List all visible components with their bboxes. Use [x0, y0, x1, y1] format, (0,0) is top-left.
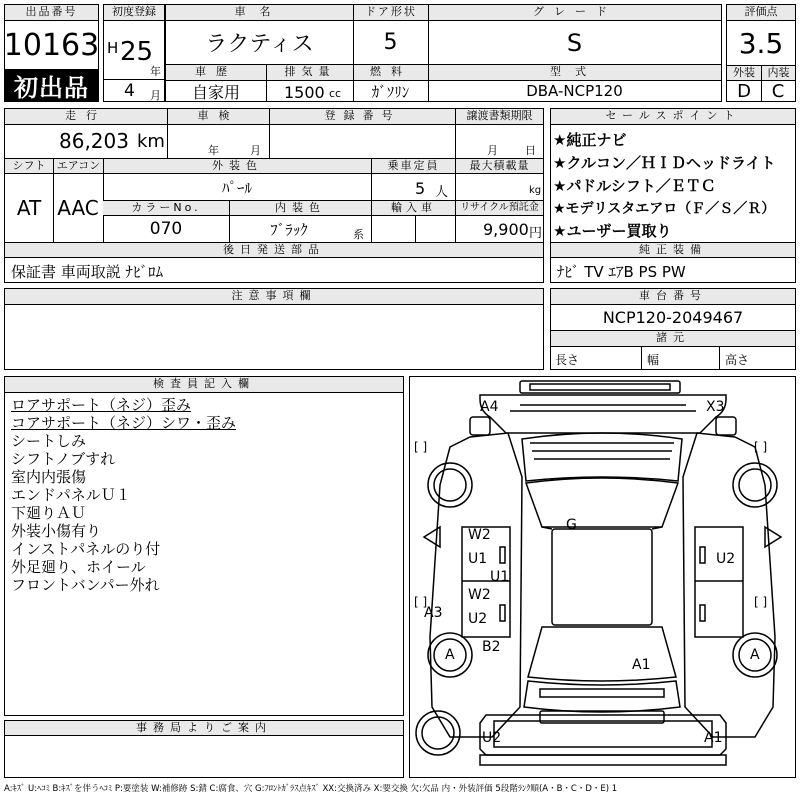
height-label: 高さ [725, 353, 750, 367]
length-label: 長さ [555, 353, 580, 367]
equipment-label: 純正装備 [551, 243, 795, 258]
displacement-value: 1500 [284, 83, 325, 102]
later-parts-value: 保証書 車両取説 ﾅﾋﾞﾛﾑ [11, 263, 164, 281]
grade-value: S [566, 28, 583, 57]
later-parts-label: 後日発送部品 [5, 243, 543, 258]
bracket-left-bottom: [ ] [414, 595, 428, 609]
inspector-note: コアサポート（ネジ）シワ・歪み [11, 414, 237, 432]
transfer-month-unit: 月 [487, 144, 498, 157]
grade-label: グレード [428, 5, 721, 21]
recycle-label: リサイクル預託金 [455, 201, 543, 216]
doors-label: ドア形状 [353, 5, 428, 21]
era: H [107, 39, 119, 57]
inspector-notes [11, 396, 236, 594]
displacement-label: 排気量 [266, 65, 353, 81]
interior-score: C [771, 80, 785, 102]
dims-label: 諸元 [551, 331, 795, 347]
history-value: 自家用 [191, 82, 240, 102]
int-color-unit: 系 [353, 228, 364, 241]
fuel-value: ｶﾞｿﾘﾝ [371, 82, 410, 101]
mileage-label: 走行 [5, 109, 167, 125]
caution-box [4, 288, 544, 370]
displacement-unit: cc [329, 87, 342, 100]
reg-no-label: 登録番号 [269, 109, 455, 125]
transfer-label: 譲渡書類期限 [455, 109, 543, 125]
office-label: 事務局よりご案内 [5, 721, 403, 736]
year-unit: 年 [150, 65, 161, 78]
inspector-note: シートしみ [11, 432, 87, 450]
damage-mark-u1-middle: U1 [490, 569, 510, 585]
damage-mark-a1-hatch: A1 [632, 657, 651, 673]
ac-label: エアコン [53, 159, 103, 174]
import-label: 輸入車 [371, 201, 455, 216]
damage-mark-u2-right: U2 [716, 551, 736, 567]
history-label: 車歴 [166, 65, 266, 81]
inspector-note: ロアサポート（ネジ）歪み [11, 396, 192, 414]
chassis-number: NCP120-2049467 [602, 307, 744, 327]
inspection-label: 車検 [167, 109, 269, 125]
inspector-note: 外装小傷有り [11, 522, 102, 540]
first-reg-label: 初度登録 [104, 5, 164, 21]
damage-mark-w2-rear: W2 [468, 587, 491, 603]
lot-box [4, 4, 99, 102]
vehicle-info-box [165, 4, 722, 102]
first-reg-year: 25 [120, 37, 154, 67]
shift-value: AT [16, 196, 42, 220]
capacity-value: 5 [415, 179, 426, 198]
equipment-value: ﾅﾋﾞ TV ｴｱB PS PW [557, 263, 686, 281]
month-unit: 月 [150, 89, 161, 102]
max-load-label: 最大積載量 [455, 159, 543, 174]
inspector-box [4, 376, 404, 716]
damage-mark-a-right: A [750, 647, 760, 663]
inspector-note: インストパネルのり付 [11, 540, 161, 558]
damage-mark-x3: X3 [706, 399, 725, 415]
transfer-day-unit: 日 [525, 144, 536, 157]
sales-points-label: セールスポイント [551, 109, 795, 125]
chassis-label: 車台番号 [551, 289, 795, 305]
capacity-unit: 人 [435, 185, 449, 200]
capacity-label: 乗車定員 [371, 159, 455, 174]
mileage-unit: km [137, 131, 165, 152]
inspector-note: エンドパネルＵ１ [11, 486, 131, 504]
score-value: 3.5 [738, 26, 784, 60]
sales-points-box [550, 108, 796, 283]
lot-number: 10163 [3, 27, 100, 63]
sales-point-item: ★クルコン／ＨＩＤヘッドライト [553, 154, 776, 172]
car-name: ラクティス [205, 32, 314, 57]
color-no-label: カラーNo. [103, 201, 229, 216]
inspector-note: フロントバンパー外れ [11, 576, 160, 594]
inspection-month-unit: 月 [250, 144, 261, 157]
doors-value: 5 [383, 30, 398, 55]
score-box [726, 4, 796, 102]
damage-mark-u2-rear: U2 [468, 611, 488, 627]
score-label: 評価点 [727, 5, 795, 21]
damage-mark-a-left: A [445, 647, 455, 663]
car-name-label: 車名 [166, 5, 353, 21]
caution-label: 注意事項欄 [5, 289, 543, 305]
width-label: 幅 [647, 353, 660, 367]
int-color-label: 内装色 [229, 201, 371, 216]
first-reg-month: 4 [124, 81, 135, 101]
sales-point-item: ★パドルシフト／ＥＴＣ [553, 177, 716, 195]
max-load-unit: kg [529, 185, 542, 196]
inspector-label: 検査員記入欄 [5, 377, 403, 393]
legend-text: A:ｷｽﾞ U:ﾍｺﾐ B:ｷｽﾞを伴うﾍｺﾐ P:要塗装 W:補修跡 S:錆 C:腐食、穴 G:ﾌﾛﾝﾄｶﾞﾗｽ点ｷｽﾞ XX:交換済み X:要交換 欠:欠品 内・外装評価 5段階ﾗﾝｸ順(A・B・C・D・E) 1 [4, 784, 618, 794]
model-label: 型式 [428, 65, 721, 81]
lot-label: 出品番号 [5, 5, 98, 21]
damage-mark-b2: B2 [482, 639, 501, 655]
model-value: DBA-NCP120 [526, 82, 623, 100]
bracket-left-top: [ ] [414, 440, 428, 454]
color-no-value: 070 [149, 219, 183, 239]
damage-mark-a4: A4 [480, 399, 499, 415]
sales-point-item: ★純正ナビ [553, 131, 627, 149]
damage-mark-u1-front: U1 [468, 551, 488, 567]
recycle-unit: 円 [529, 226, 543, 241]
damage-mark-w2-front: W2 [468, 527, 491, 543]
interior-label: 内装 [761, 66, 795, 81]
exterior-label: 外装 [727, 66, 761, 81]
sales-point-item: ★ユーザー買取り [553, 222, 672, 240]
bracket-right-top: [ ] [754, 440, 768, 454]
int-color-value: ﾌﾞﾗｯｸ [270, 220, 308, 239]
first-reg-box [103, 4, 165, 102]
shift-label: シフト [5, 159, 53, 174]
office-box [4, 720, 404, 778]
inspector-note: 下廻りＡＵ [11, 504, 87, 522]
sales-point-item: ★モデリスタエアロ（Ｆ／Ｓ／Ｒ） [553, 201, 776, 217]
fuel-label: 燃料 [353, 65, 428, 81]
damage-mark-a3: A3 [424, 605, 443, 621]
car-outline-drawing [410, 377, 795, 777]
inspection-year-unit: 年 [208, 144, 219, 157]
damage-mark-u2-bottom: U2 [482, 730, 502, 746]
mileage-value: 86,203 [59, 129, 129, 153]
chassis-box [550, 288, 796, 370]
bracket-right-bottom: [ ] [754, 595, 768, 609]
inspector-note: シフトノブすれ [11, 450, 116, 468]
damage-mark-a1-bottom: A1 [704, 730, 723, 746]
inspector-note: 外足廻り、ホイール [11, 558, 146, 576]
damage-mark-g: G [566, 517, 577, 533]
ext-color-value: ﾊﾟｰﾙ [221, 178, 252, 197]
ext-color-label: 外装色 [103, 159, 371, 174]
ac-value: AAC [57, 196, 99, 220]
exterior-score: D [737, 80, 751, 102]
inspector-note: 室内内張傷 [11, 468, 87, 486]
first-listing-badge: 初出品 [5, 69, 98, 101]
recycle-value: 9,900 [483, 220, 529, 239]
car-diagram [409, 376, 796, 778]
details-box [4, 108, 544, 283]
